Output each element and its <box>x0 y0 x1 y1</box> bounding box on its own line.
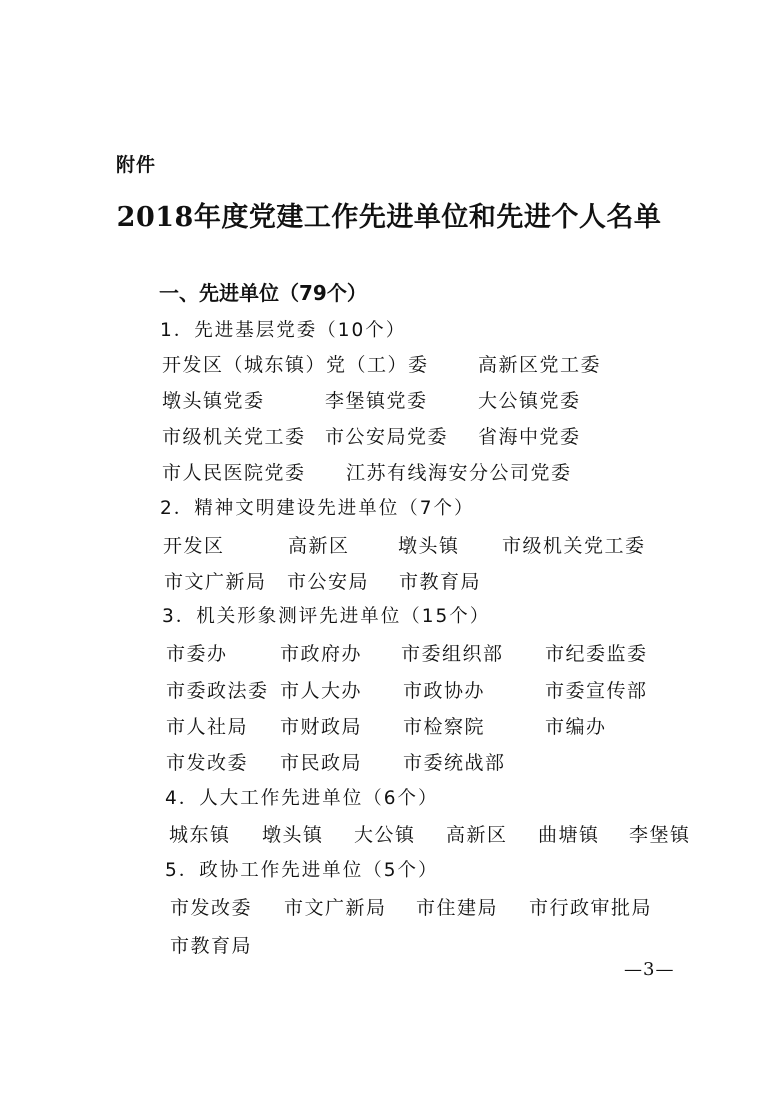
group-2-item: 市公安局 <box>287 571 370 593</box>
group-5-item: 市行政审批局 <box>529 897 653 919</box>
group-1-item: 墩头镇党委 <box>162 390 265 412</box>
page-number: —3— <box>624 959 675 980</box>
group-2-heading: 2．精神文明建设先进单位（7个） <box>160 498 475 519</box>
group-3-heading: 3．机关形象测评先进单位（15个） <box>162 606 491 627</box>
group-4-heading: 4．人大工作先进单位（6个） <box>165 788 439 809</box>
attachment-label: 附件 <box>116 154 157 176</box>
group-1-item: 开发区（城东镇）党（工）委 <box>162 354 429 376</box>
group-4-item: 城东镇 <box>169 824 231 846</box>
group-3-item: 市发改委 <box>166 752 249 774</box>
group-3-item: 市纪委监委 <box>545 643 648 665</box>
group-5-item: 市住建局 <box>416 897 499 919</box>
group-5-item: 市教育局 <box>170 935 253 957</box>
group-4-item: 曲塘镇 <box>538 824 600 846</box>
group-3-item: 市政协办 <box>403 680 486 702</box>
group-3-item: 市委政法委 <box>166 680 269 702</box>
group-3-item: 市人大办 <box>280 680 363 702</box>
group-1-item: 市级机关党工委 <box>162 426 306 448</box>
group-2-item: 市级机关党工委 <box>502 535 646 557</box>
group-2-item: 市文广新局 <box>164 571 267 593</box>
group-4-item: 李堡镇 <box>629 824 691 846</box>
group-3-item: 市检察院 <box>403 716 486 738</box>
group-1-item: 大公镇党委 <box>478 390 581 412</box>
group-1-heading: 1．先进基层党委（10个） <box>160 320 407 341</box>
section-heading-advanced-units: 一、先进单位（79个） <box>159 281 367 305</box>
group-3-item: 市编办 <box>545 716 607 738</box>
group-1-item: 江苏有线海安分公司党委 <box>346 462 572 484</box>
group-3-item: 市委组织部 <box>401 643 504 665</box>
group-1-item: 高新区党工委 <box>478 354 602 376</box>
group-1-item: 李堡镇党委 <box>325 390 428 412</box>
group-3-item: 市人社局 <box>166 716 249 738</box>
group-3-item: 市政府办 <box>280 643 363 665</box>
group-3-item: 市委宣传部 <box>545 680 648 702</box>
group-2-item: 市教育局 <box>399 571 482 593</box>
group-1-item: 市人民医院党委 <box>162 462 306 484</box>
group-2-item: 开发区 <box>163 535 225 557</box>
group-3-item: 市民政局 <box>280 752 363 774</box>
group-5-heading: 5．政协工作先进单位（5个） <box>165 860 439 881</box>
group-4-item: 高新区 <box>446 824 508 846</box>
group-4-item: 大公镇 <box>354 824 416 846</box>
group-3-item: 市财政局 <box>280 716 363 738</box>
group-2-item: 高新区 <box>288 535 350 557</box>
document-title: 2018年度党建工作先进单位和先进个人名单 <box>116 202 662 233</box>
group-5-item: 市发改委 <box>170 897 253 919</box>
group-4-item: 墩头镇 <box>262 824 324 846</box>
group-3-item: 市委办 <box>166 643 228 665</box>
group-3-item: 市委统战部 <box>403 752 506 774</box>
group-1-item: 市公安局党委 <box>325 426 449 448</box>
group-1-item: 省海中党委 <box>478 426 581 448</box>
group-2-item: 墩头镇 <box>398 535 460 557</box>
group-5-item: 市文广新局 <box>284 897 387 919</box>
